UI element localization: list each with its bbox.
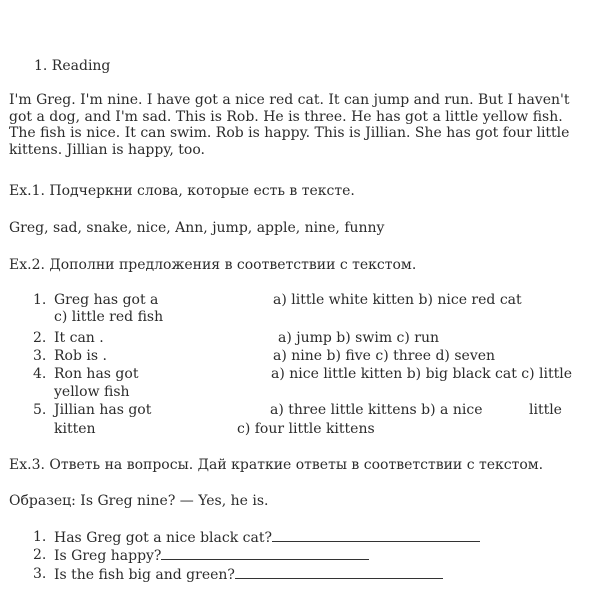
ex2-title: Ex.2. Дополни предложения в соответствии с текстом. [9,257,417,273]
ex2-item-4-text: Ron has got [54,366,139,382]
ex3-question-1-text: Has Greg got a nice black cat? [54,530,272,546]
ex2-item-3-text: Rob is . [54,348,107,364]
section-heading: 1. Reading [34,58,111,74]
ex2-item-5-options: a) three little kittens b) a nice [270,402,483,418]
ex2-item-1-num: 1. [33,292,47,308]
ex3-question-3 [54,566,443,583]
answer-blank-1[interactable] [272,529,480,542]
ex3-question-2 [54,547,369,564]
ex3-question-1-num: 1. [33,529,47,545]
ex3-question-3-text: Is the fish big and green? [54,567,235,583]
ex2-item-5-num: 5. [33,402,47,418]
ex2-item-1-continued: c) little red fish [54,309,164,325]
ex3-question-2-text: Is Greg happy? [54,548,162,564]
ex2-item-5-continued: kitten [54,421,96,437]
ex1-words: Greg, sad, snake, nice, Ann, jump, apple, nine, funny [9,220,385,236]
reading-text: I'm Greg. I'm nine. I have got a nice red cat. It can jump and run. But I haven't got a dog, and I'm sad. This is Rob. He is three. He has got a little yellow fish. The fish is nice. It can swim. Rob is happy. This is Jillian. She has got four little kittens. Jillian is happy, too. [9,92,570,158]
ex2-item-2-num: 2. [33,330,47,346]
answer-blank-2[interactable] [161,547,369,560]
answer-blank-3[interactable] [235,566,443,579]
ex3-sample: Образец: Is Greg nine? — Yes, he is. [9,493,269,509]
ex2-item-3-num: 3. [33,348,47,364]
ex3-title: Ex.3. Ответь на вопросы. Дай краткие ответы в соответствии с текстом. [9,457,544,473]
ex1-title: Ex.1. Подчеркни слова, которые есть в тексте. [9,183,355,199]
ex2-item-2-text: It can . [54,330,104,346]
ex2-item-4-num: 4. [33,366,47,382]
ex3-question-3-num: 3. [33,566,47,582]
ex2-item-2-options: a) jump b) swim c) run [278,330,440,346]
ex2-item-5-text: Jillian has got [54,402,152,418]
ex2-item-5-options-continued: c) four little kittens [237,421,375,437]
ex2-item-1-options: a) little white kitten b) nice red cat [273,292,522,308]
ex2-item-5-options-tail: little [529,402,562,418]
ex2-item-1-text: Greg has got a [54,292,159,308]
ex3-question-1 [54,529,480,546]
ex2-item-3-options: a) nine b) five c) three d) seven [273,348,496,364]
ex2-item-4-options: a) nice little kitten b) big black cat c) little [271,366,572,382]
ex2-item-4-continued: yellow fish [54,384,130,400]
ex3-question-2-num: 2. [33,547,47,563]
